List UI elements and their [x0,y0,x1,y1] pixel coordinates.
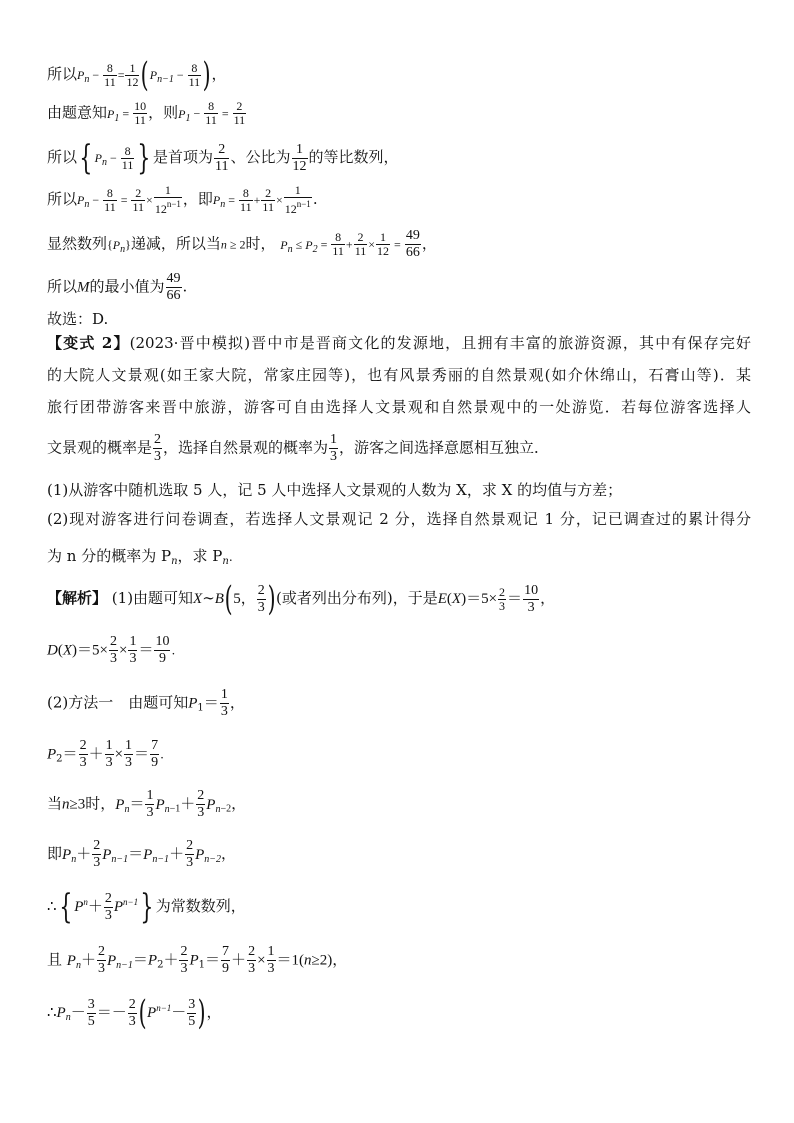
text: ， [211,65,227,83]
text: 是首项为 [152,148,213,166]
text: ∴ [47,1003,57,1021]
variable: M [77,279,90,296]
text: ，游客之间选择意愿相互独立． [339,438,550,457]
text: (2)方法一 由题可知 [47,693,189,712]
solution-line-2: D(X)＝5× $\frac{2}{3}$ × $\frac{1}{3}$ ＝ $\frac{10}{9}$ . [47,634,176,666]
text: 的等比数列， [308,148,399,166]
line-2: 由题意知$P_1$ = $\frac{10}{11}$ ，则$P_1$ − $\frac{8}{11}$ = $\frac{2}{11}$ [47,99,246,127]
text: 当 [47,794,63,813]
text: . [182,277,188,296]
variant-tag: 【变式 2】 [47,334,130,352]
solution-line-8: 且 $P_n+$ $\frac{2}{3}$ $P_{n-1}=P_2+$ $\frac{2}{3}$ $P_1=$ $\frac{7}{9}$ ＋ $\frac{2}{3}$ × $\frac{1}{3}$ ＝1(n≥2)， [47,944,348,976]
text: 、公比为 [230,148,291,166]
line-5: 显然数列$\{P_n\}$递减，所以当n ≥ 2时， $P_n \le P_2$ = $\frac{8}{11}$ + $\frac{2}{11}$ × $\frac{1}{12}$ = $\frac{49}{66}$ ， [47,228,437,260]
solution-line-6: 即$P_n+$ $\frac{2}{3}$ $P_{n-1}=P_{n-1}+$ $\frac{2}{3}$ $P_{n-2}$， [47,838,237,870]
text: 由题意知 [47,103,108,122]
solution-line-5: 当n≥3时，$P_n=$ $\frac{1}{3}$ $P_{n-1}+$ $\frac{2}{3}$ $P_{n-2}$， [47,788,247,820]
text: 为常数数列， [155,897,246,915]
text: 即 [47,844,63,863]
question-1: (1)从游客中随机选取 5 人，记 5 人中选择人文景观的人数为 X，求 X 的均值与方差； [47,481,623,499]
text: ，即 [182,190,213,208]
variant-para-2: 的大院人文景观(如王家大院，常家庄园等)，也有风景秀丽的自然景观(如介休绵山，石膏山等)．某 [47,366,751,384]
text: (1)由题可知 [111,589,194,607]
line-3: 所以{ $P_n$ − $\frac{8}{11}$ } 是首项为 $\frac{2}{11}$ 、公比为 $\frac{1}{12}$ 的等比数列， [47,138,399,178]
text: ，选择自然景观的概率为 [163,438,329,457]
text: ，求 P [177,547,223,565]
variant-para-4: 文景观的概率是 $\frac{2}{3}$ ，选择自然景观的概率为 $\frac{1}{3}$ ，游客之间选择意愿相互独立． [47,432,550,464]
text: . [312,190,318,208]
answer-line: 故选：D. [47,310,109,328]
solution-line-4: $P_2=$ $\frac{2}{3}$ ＋ $\frac{1}{3}$ × $\frac{1}{3}$ ＝ $\frac{7}{9}$ . [47,738,164,770]
text: 时， [245,234,276,253]
variant-para-1 [47,327,751,359]
solution-tag: 【解析】 [47,589,108,607]
line-1: 所以$P_n$ − $\frac{8}{11}$ = $\frac{1}{12}$ ($P_{n-1}$ − $\frac{8}{11}$ )， [47,55,227,95]
question-2a: (2)现对游客进行问卷调查，若选择人文景观记 2 分，选择自然景观记 1 分，记已调查过的累计得分 [47,510,751,528]
text: 显然数列 [47,234,108,253]
line-4: 所以$P_n$ − $\frac{8}{11}$ = $\frac{2}{11}$ × $\frac{1}{12^{n-1}}$ ，即$P_n$ = $\frac{8}{11}$ + $\frac{2}{11}$ × $\frac{1}{12^{n-1}}$ . [47,183,318,216]
text: 文景观的概率是 [47,438,153,457]
text: (或者列出分布列)，于是 [276,589,438,607]
text: ，则 [148,103,179,122]
text: 所以 [47,148,78,166]
text: 递减，所以当 [130,234,221,253]
text: 所以 [47,190,78,208]
question-2b: 为 n 分的概率为 $P_n$，求 $P_n$. [47,547,233,567]
variant-para-3: 旅行团带游客来晋中旅游，游客可自由选择人文景观和自然景观中的一处游览．若每位游客选择人 [47,398,751,416]
text: 所以 [47,65,78,83]
text: ∴ [47,897,57,915]
text: ， [421,234,437,253]
line-6: 所以M的最小值为 $\frac{49}{66}$ . [47,271,188,303]
solution-line-1: 【解析】 (1)由题可知X∼B(5， $\frac{2}{3}$ )(或者列出分布列)，于是E(X)＝5× $\frac{2}{3}$ ＝ $\frac{10}{3}$ ， [47,579,556,619]
text: 且 [47,950,63,969]
text: 的最小值为 [89,277,165,296]
solution-line-3: (2)方法一 由题可知$P_1=$ $\frac{1}{3}$ ， [47,687,245,719]
text: 时， [85,794,116,813]
text: (2023·晋中模拟)晋中市是晋商文化的发源地，且拥有丰富的旅游资源，其中有保存完好 [129,334,751,352]
solution-line-7: ∴{ $P^n+$ $\frac{2}{3}$ $P^{n-1}$} 为常数数列， [47,887,246,927]
solution-line-9: $\therefore P_n-$ $\frac{3}{5}$ ＝－ $\frac{2}{3}$ ($P^{n-1}-$ $\frac{3}{5}$ )， [47,993,222,1033]
text: 为 n 分的概率为 P [47,547,172,565]
text: 所以 [47,277,78,296]
